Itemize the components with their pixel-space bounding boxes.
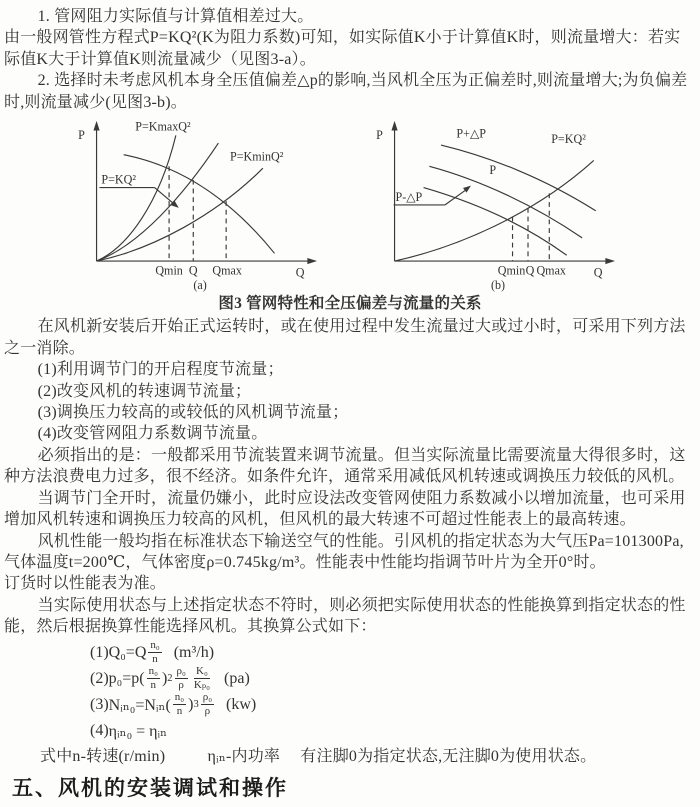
fraction-rho: $\frac{\text{ρ₀}}{\rho}$ bbox=[202, 691, 213, 718]
label-p-minus-callout bbox=[394, 186, 471, 205]
formula-1 bbox=[90, 640, 696, 666]
curve-fan-characteristic bbox=[124, 155, 275, 254]
diagram-a bbox=[65, 116, 337, 292]
tick-qmin: Qmin bbox=[497, 263, 526, 278]
curve-kmax bbox=[97, 135, 176, 261]
formula-number: (4) bbox=[90, 721, 109, 739]
formula-number: (2) bbox=[90, 669, 109, 687]
figure-3 bbox=[4, 116, 696, 292]
curve-p bbox=[429, 166, 582, 238]
tick-qmin: Qmin bbox=[155, 263, 183, 278]
figure-caption: 图3 管网特性和全压偏差与流量的关系 bbox=[218, 295, 482, 313]
list-item-1: (1)利用调节门的开启程度节流量； bbox=[37, 361, 284, 379]
paragraph-order-note: 订货时以性能表为准。 bbox=[4, 575, 167, 593]
tick-q: Q bbox=[525, 263, 535, 278]
y-axis-arrow-icon bbox=[391, 121, 397, 131]
axis-label-q: Q bbox=[295, 265, 305, 280]
fraction-n: $\frac{\text{n₀}}{n}$ bbox=[174, 691, 185, 718]
formula-lhs: Q₀=Q bbox=[108, 643, 147, 661]
formula-paren: ) bbox=[188, 695, 194, 713]
formula-exponent: 3 bbox=[193, 699, 199, 711]
label-kmin: P=KminQ² bbox=[230, 149, 284, 164]
fraction-k: $\frac{\text{K₀}}{\text{Kₚ₀}}$ bbox=[193, 665, 211, 692]
diagram-b bbox=[363, 116, 635, 292]
paragraph-equation-explanation: 由一般网管性方程式P=KQ²(K为阻力系数)可知，如实际值K小于计算值K时，则流量增大：若实际值K大于计算值K则流量减少（见图3-a）。 bbox=[4, 29, 681, 68]
section-heading: 五、风机的安装调试和操作 bbox=[12, 776, 288, 800]
formula-block bbox=[90, 640, 696, 744]
formula-paren: ) bbox=[161, 669, 168, 687]
axis-label-p: P bbox=[78, 128, 85, 143]
tick-qmax: Qmax bbox=[536, 263, 566, 278]
axes-a bbox=[93, 121, 317, 264]
formula-number: (3) bbox=[90, 695, 109, 713]
list-item-4: (4)改变管网阻力系数调节流量。 bbox=[37, 425, 268, 443]
paragraph-standard-state: 风机性能一般均指在标准状态下输送空气的性能。引风机的指定状态为大气压Pa=101300Pa,气体温度t=200℃，气体密度ρ=0.745kg/m³。性能表中性能均指调节叶片为全开0°时。 bbox=[4, 532, 684, 571]
fraction-n: $\frac{\text{n₀}}{n}$ bbox=[150, 639, 160, 666]
formula-body: ηᵢₙ₀ = ηᵢₙ bbox=[108, 722, 168, 740]
label-p-plus: P+△P bbox=[456, 126, 486, 141]
flow-guides-a bbox=[169, 166, 226, 261]
formula-unit: (m³/h) bbox=[173, 643, 215, 661]
tick-qmax: Qmax bbox=[212, 263, 242, 278]
subfigure-label-a: (a) bbox=[193, 278, 207, 293]
legend-footnote-states: 有注脚0为指定状态,无注脚0为使用状态。 bbox=[300, 747, 597, 765]
formula-lhs: p₀=p( bbox=[108, 669, 145, 687]
curve-k bbox=[97, 143, 219, 261]
x-axis-arrow-icon bbox=[605, 258, 615, 264]
label-p-minus: P-△P bbox=[395, 190, 423, 205]
formula-lhs: Nᵢₙ₀=Nᵢₙ( bbox=[108, 696, 171, 714]
label-kq2: P=KQ² bbox=[551, 132, 586, 147]
formula-4 bbox=[90, 718, 696, 744]
label-kmax: P=KmaxQ² bbox=[135, 119, 191, 134]
x-axis-arrow-icon bbox=[307, 258, 317, 264]
axis-label-p: P bbox=[376, 128, 383, 143]
formula-unit: (kw) bbox=[226, 695, 257, 713]
list-item-3: (3)调换压力较高的或较低的风机调节流量； bbox=[37, 404, 349, 422]
y-axis-arrow-icon bbox=[93, 121, 99, 131]
formula-3 bbox=[90, 692, 696, 718]
tick-q: Q bbox=[188, 263, 198, 278]
paragraph-elimination-methods: 在风机新安装后开始正式运转时，或在使用过程中发生流量过大或过小时，可采用下列方法之一消除。 bbox=[4, 318, 686, 357]
paragraph-cause-1: 1. 管网阻力实际值与计算值相差过大。 bbox=[37, 8, 314, 25]
formula-2 bbox=[90, 666, 696, 692]
formula-exponent: 2 bbox=[167, 673, 173, 685]
list-item-2: (2)改变风机的转速调节流量； bbox=[37, 382, 252, 400]
paragraph-cause-2: 2. 选择时未考虑风机本身全压值偏差△p的影响,当风机全压为正偏差时,则流量增大;为负偏差时,则流量减少(见图3-b)。 bbox=[4, 72, 688, 111]
subfigure-label-b: (b) bbox=[490, 278, 506, 293]
formula-unit: (pa) bbox=[224, 669, 250, 687]
label-p: P bbox=[489, 163, 497, 178]
axis-label-q: Q bbox=[593, 265, 603, 280]
fraction-n: $\frac{\text{n₀}}{n}$ bbox=[148, 665, 158, 692]
legend-rotation-speed: 式中n-转速(r/min) bbox=[40, 747, 166, 765]
flow-guides-b bbox=[513, 193, 550, 261]
paragraph-valve-open: 当调节门全开时，流量仍嫌小，此时应设法改变管网使阻力系数减小以增加流量，也可采用增加风机转速和调换压力较高的风机，但风机的最大转速不可超过性能表上的最高转速。 bbox=[4, 489, 686, 529]
formula-legend bbox=[4, 746, 696, 767]
fraction-rho: $\frac{\text{ρ₀}}{\rho}$ bbox=[176, 665, 186, 692]
paragraph-throttle-note: 必须指出的是：一般都采用节流装置来调节流量。但当实际流量比需要流量大得很多时，这种方法浪费电力过多，很不经济。如条件允许，通常采用减低风机转速或调换压力较低的风机。 bbox=[4, 446, 686, 486]
label-k-callout bbox=[99, 173, 178, 208]
label-k: P=KQ² bbox=[101, 172, 137, 187]
formula-number: (1) bbox=[90, 643, 109, 661]
legend-internal-power: ηᵢₙ-内功率 bbox=[207, 747, 281, 765]
paragraph-conversion-intro: 当实际使用状态与上述指定状态不符时，则必须把实际使用状态的性能换算到指定状态的性能，然后根据换算性能选择风机。其换算公式如下： bbox=[4, 596, 686, 636]
